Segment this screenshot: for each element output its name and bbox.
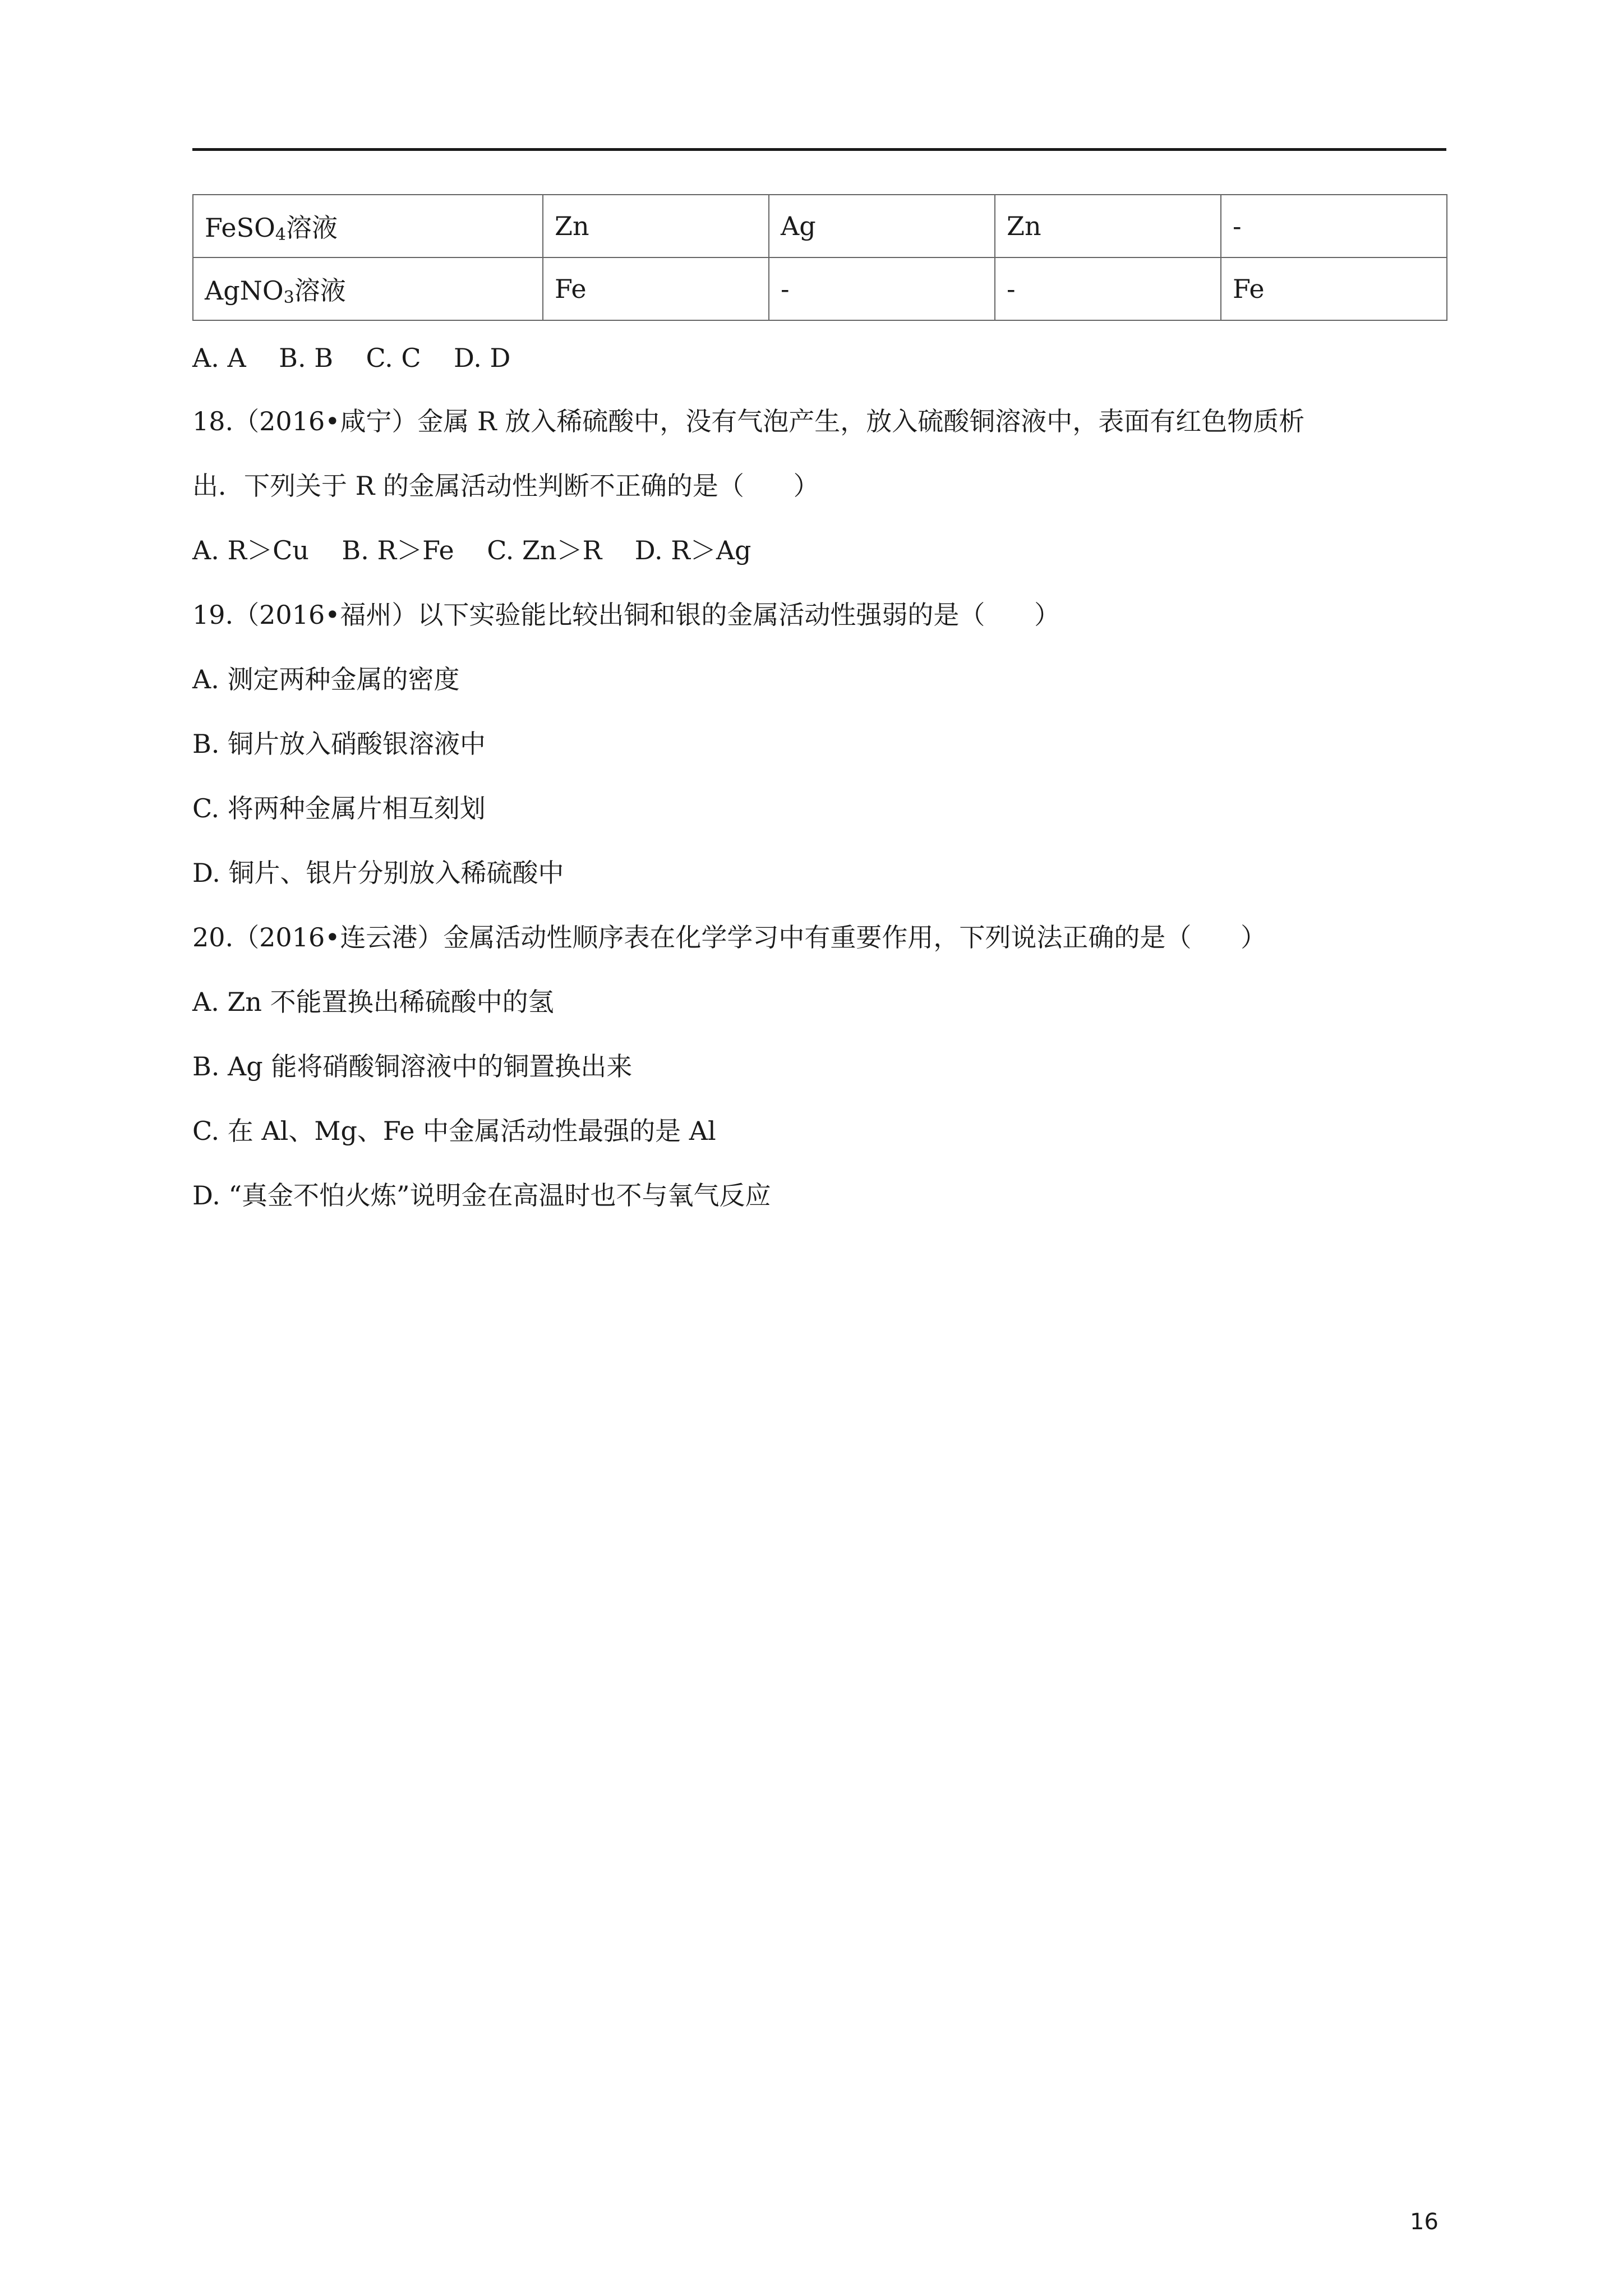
q20-stem: 20.（2016•连云港）金属活动性顺序表在化学学习中有重要作用，下列说法正确的是（ ）: [192, 922, 1267, 953]
q18-stem-line2: 出．下列关于 R 的金属活动性判断不正确的是（ ）: [192, 471, 819, 501]
table-cell: FeSO$_4$溶液: [193, 195, 543, 257]
q18-options: A. R＞Cu B. R＞Fe C. Zn＞R D. R＞Ag: [192, 535, 751, 565]
q19-option-d: D. 铜片、银片分别放入稀硫酸中: [192, 858, 564, 888]
q19-option-c: C. 将两种金属片相互刻划: [192, 793, 486, 823]
q20-option-b: B. Ag 能将硝酸铜溶液中的铜置换出来: [192, 1051, 633, 1082]
table-cell: Zn: [995, 195, 1221, 257]
table-cell: Zn: [543, 195, 769, 257]
table-cell: -: [1221, 195, 1447, 257]
q20-option-c: C. 在 Al、Mg、Fe 中金属活动性最强的是 Al: [192, 1116, 716, 1146]
table-cell: -: [769, 257, 995, 320]
header-rule: [192, 148, 1446, 151]
q19-option-b: B. 铜片放入硝酸银溶液中: [192, 729, 486, 759]
table-cell: -: [995, 257, 1221, 320]
table-cell: Fe: [543, 257, 769, 320]
q20-option-d: D. “真金不怕火炼”说明金在高温时也不与氧气反应: [192, 1180, 771, 1211]
table-cell: Ag: [769, 195, 995, 257]
table-cell: AgNO$_3$溶液: [193, 257, 543, 320]
q19-option-a: A. 测定两种金属的密度: [192, 664, 460, 694]
q17-options: A. A B. B C. C D. D: [192, 343, 511, 373]
page-number: 16: [1410, 2209, 1438, 2235]
q19-stem: 19.（2016•福州）以下实验能比较出铜和银的金属活动性强弱的是（ ）: [192, 600, 1061, 630]
q20-option-a: A. Zn 不能置换出稀硫酸中的氢: [192, 987, 554, 1017]
q18-stem-line1: 18.（2016•咸宁）金属 R 放入稀硫酸中，没有气泡产生，放入硫酸铜溶液中，表面有红色物质析: [192, 406, 1305, 436]
table-row: [193, 195, 1447, 257]
table-row: [193, 257, 1447, 320]
table-cell: Fe: [1221, 257, 1447, 320]
reagent-table: [192, 194, 1447, 321]
